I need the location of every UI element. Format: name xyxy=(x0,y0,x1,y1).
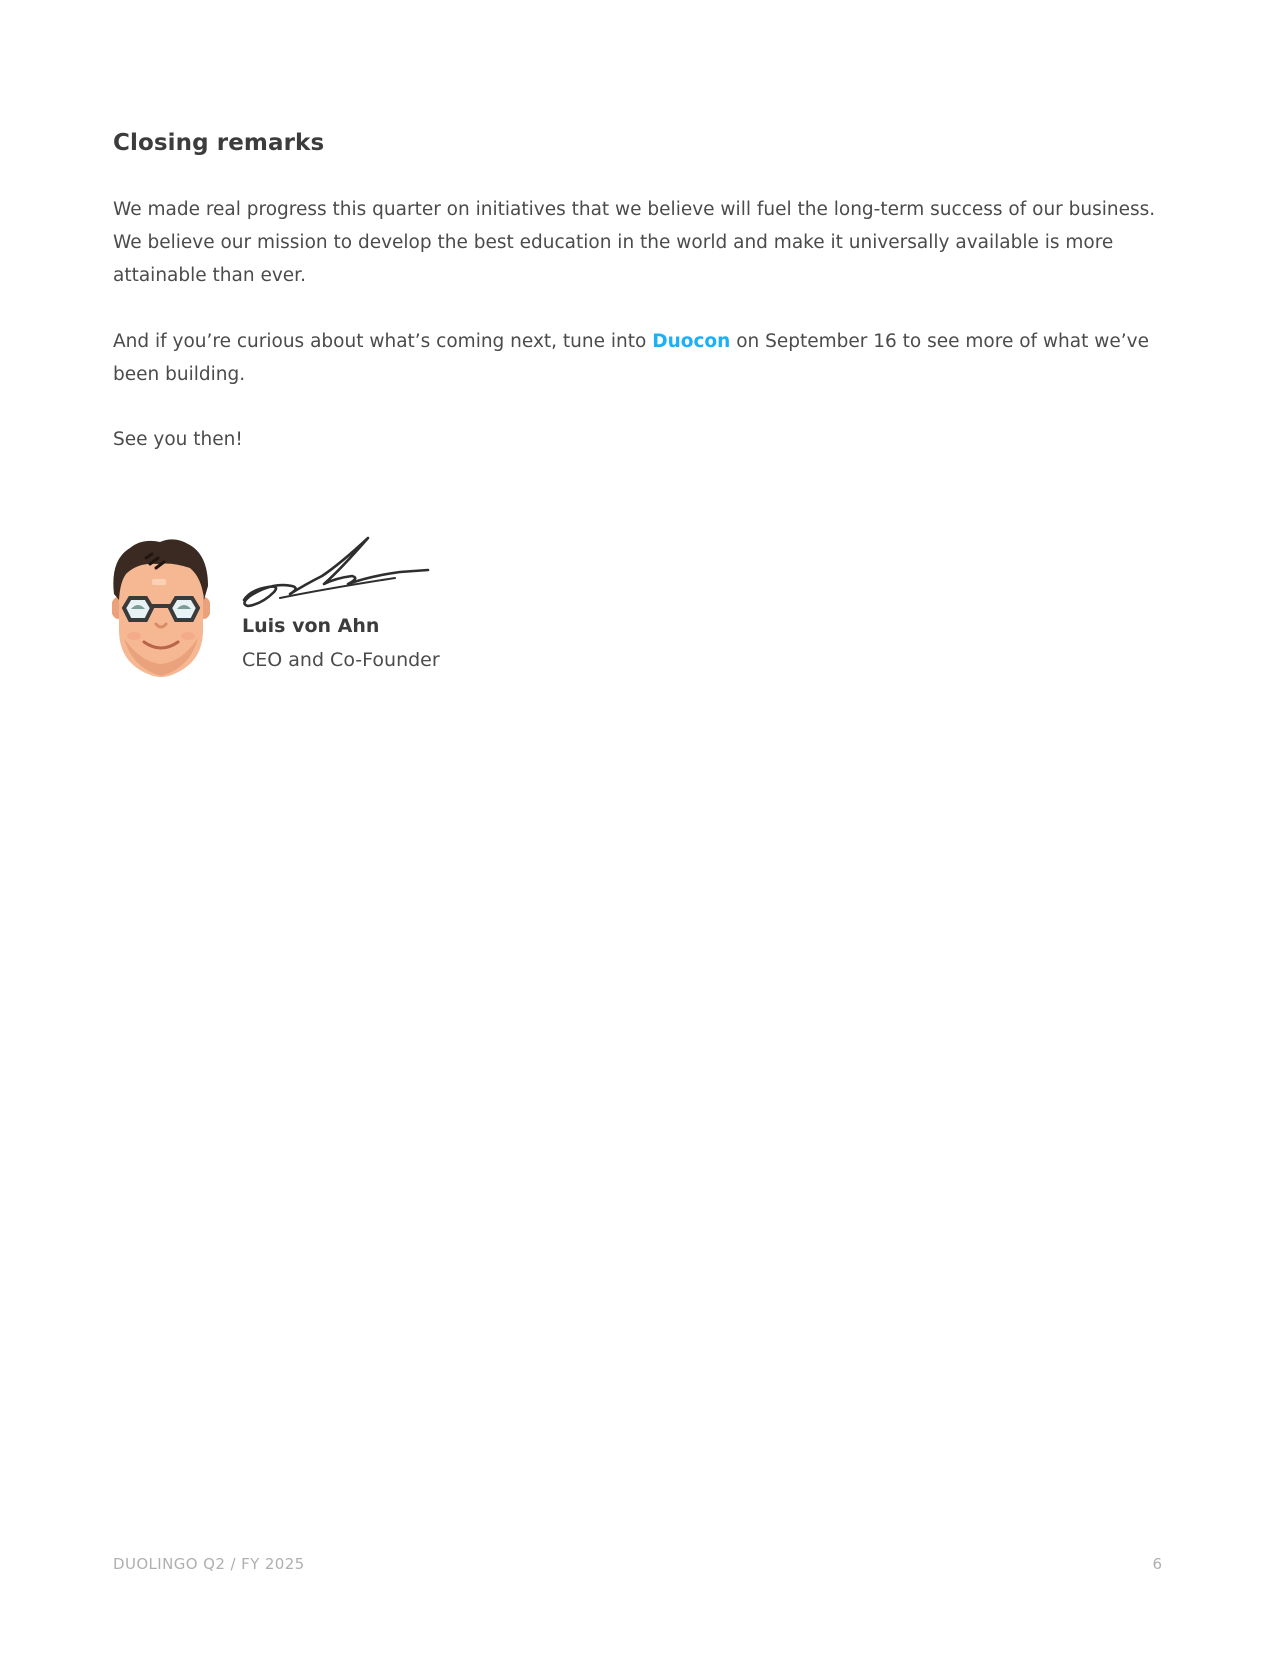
paragraph-duocon-text-after: on September 16 to see more of what we’ve been building. xyxy=(113,331,1149,385)
signer-title: CEO and Co-Founder xyxy=(242,649,440,671)
duocon-link[interactable]: Duocon xyxy=(652,331,731,352)
section-heading: Closing remarks xyxy=(113,130,325,156)
signer-name: Luis von Ahn xyxy=(242,615,380,637)
paragraph-duocon-text-before: And if you’re curious about what’s coming next, tune into xyxy=(113,331,653,352)
signature xyxy=(240,532,430,610)
paragraph-progress: We made real progress this quarter on initiatives that we believe will fuel the long-term success of our business. We believe our mission to develop the best education in the world and make it universally available is more attainable than ever. xyxy=(113,199,1156,286)
paragraph-see-you: See you then! xyxy=(113,429,243,450)
paragraph-duocon xyxy=(113,325,1173,391)
ceo-avatar xyxy=(112,538,210,680)
footer-report-label: DUOLINGO Q2 / FY 2025 xyxy=(113,1555,305,1573)
footer-page-number: 6 xyxy=(1152,1555,1162,1573)
